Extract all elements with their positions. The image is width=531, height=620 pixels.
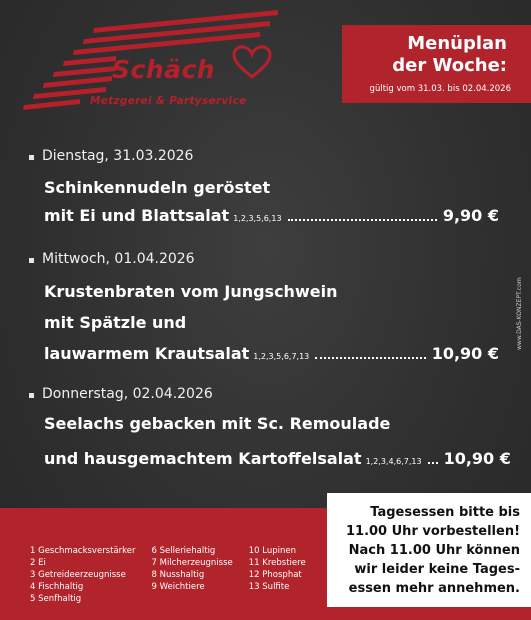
allergen-item: 13 Sulfite bbox=[248, 582, 290, 592]
allergen-item: 11 Krebstiere bbox=[248, 558, 306, 568]
menu-title-line2: der Woche: bbox=[392, 55, 507, 76]
dish-price-line bbox=[44, 449, 511, 468]
dish-price: 9,90 € bbox=[442, 206, 499, 225]
allergen-legend bbox=[30, 545, 322, 605]
allergen-column bbox=[30, 545, 136, 605]
allergen-item: 12 Phosphat bbox=[248, 570, 302, 580]
dish-line: mit Spätzle und bbox=[44, 313, 187, 332]
heart-icon bbox=[234, 47, 270, 77]
menu-date: Mittwoch, 01.04.2026 bbox=[42, 251, 195, 267]
dish-line: lauwarmem Krautsalat bbox=[44, 344, 250, 363]
notice-line: Tagesessen bitte bis bbox=[370, 505, 520, 520]
menu-header-box bbox=[342, 25, 531, 103]
notice-line: wir leider keine Tages- bbox=[354, 562, 520, 577]
dish-price-line bbox=[44, 344, 499, 363]
allergen-item: 9 Weichtiere bbox=[151, 582, 205, 592]
dish-line: Schinkennudeln geröstet bbox=[44, 178, 271, 197]
preorder-notice bbox=[327, 493, 531, 607]
dish-price-line bbox=[44, 206, 499, 225]
menu-validity: gültig vom 31.03. bis 02.04.2026 bbox=[369, 84, 511, 94]
allergen-codes: 1,2,3,5,6,13 bbox=[233, 214, 282, 223]
logo-brand-name: Schäch bbox=[112, 55, 216, 84]
menu-date: Donnerstag, 02.04.2026 bbox=[42, 386, 213, 402]
dish-line: Krustenbraten vom Jungschwein bbox=[44, 282, 338, 301]
allergen-column bbox=[249, 545, 306, 605]
dot-leader bbox=[428, 462, 438, 464]
allergen-item: 8 Nusshaltig bbox=[151, 570, 205, 580]
menu-title-line1: Menüplan bbox=[407, 33, 507, 54]
allergen-item: 5 Senfhaltig bbox=[30, 594, 82, 604]
dish-price: 10,90 € bbox=[443, 449, 511, 468]
menu-title bbox=[392, 33, 507, 77]
notice-line: essen mehr annehmen. bbox=[348, 581, 520, 596]
dish-line: Seelachs gebacken mit Sc. Remoulade bbox=[44, 414, 391, 433]
dot-leader bbox=[315, 357, 425, 359]
dish-price: 10,90 € bbox=[431, 344, 499, 363]
allergen-item: 1 Geschmacksverstärker bbox=[30, 546, 136, 556]
allergen-item: 7 Milcherzeugnisse bbox=[151, 558, 233, 568]
allergen-codes: 1,2,3,4,6,7,13 bbox=[365, 457, 422, 466]
menu-date: Dienstag, 31.03.2026 bbox=[42, 148, 194, 164]
allergen-column bbox=[152, 545, 233, 605]
notice-line: 11.00 Uhr vorbestellen! bbox=[345, 524, 520, 539]
dish-line: mit Ei und Blattsalat bbox=[44, 206, 230, 225]
allergen-item: 3 Getreideerzeugnisse bbox=[30, 570, 126, 580]
schaech-logo bbox=[20, 10, 280, 130]
allergen-item: 2 Ei bbox=[30, 558, 46, 568]
allergen-item: 4 Fischhaltig bbox=[30, 582, 84, 592]
notice-line: Nach 11.00 Uhr können bbox=[348, 543, 520, 558]
dot-leader bbox=[288, 219, 437, 221]
designer-watermark: www.DAS-KONZEPT.com bbox=[516, 277, 523, 350]
logo-tagline: Metzgerei & Partyservice bbox=[90, 95, 247, 107]
allergen-codes: 1,2,3,5,6,7,13 bbox=[253, 352, 310, 361]
allergen-item: 10 Lupinen bbox=[248, 546, 297, 556]
dish-line: und hausgemachtem Kartoffelsalat bbox=[44, 449, 362, 468]
allergen-item: 6 Selleriehaltig bbox=[151, 546, 216, 556]
